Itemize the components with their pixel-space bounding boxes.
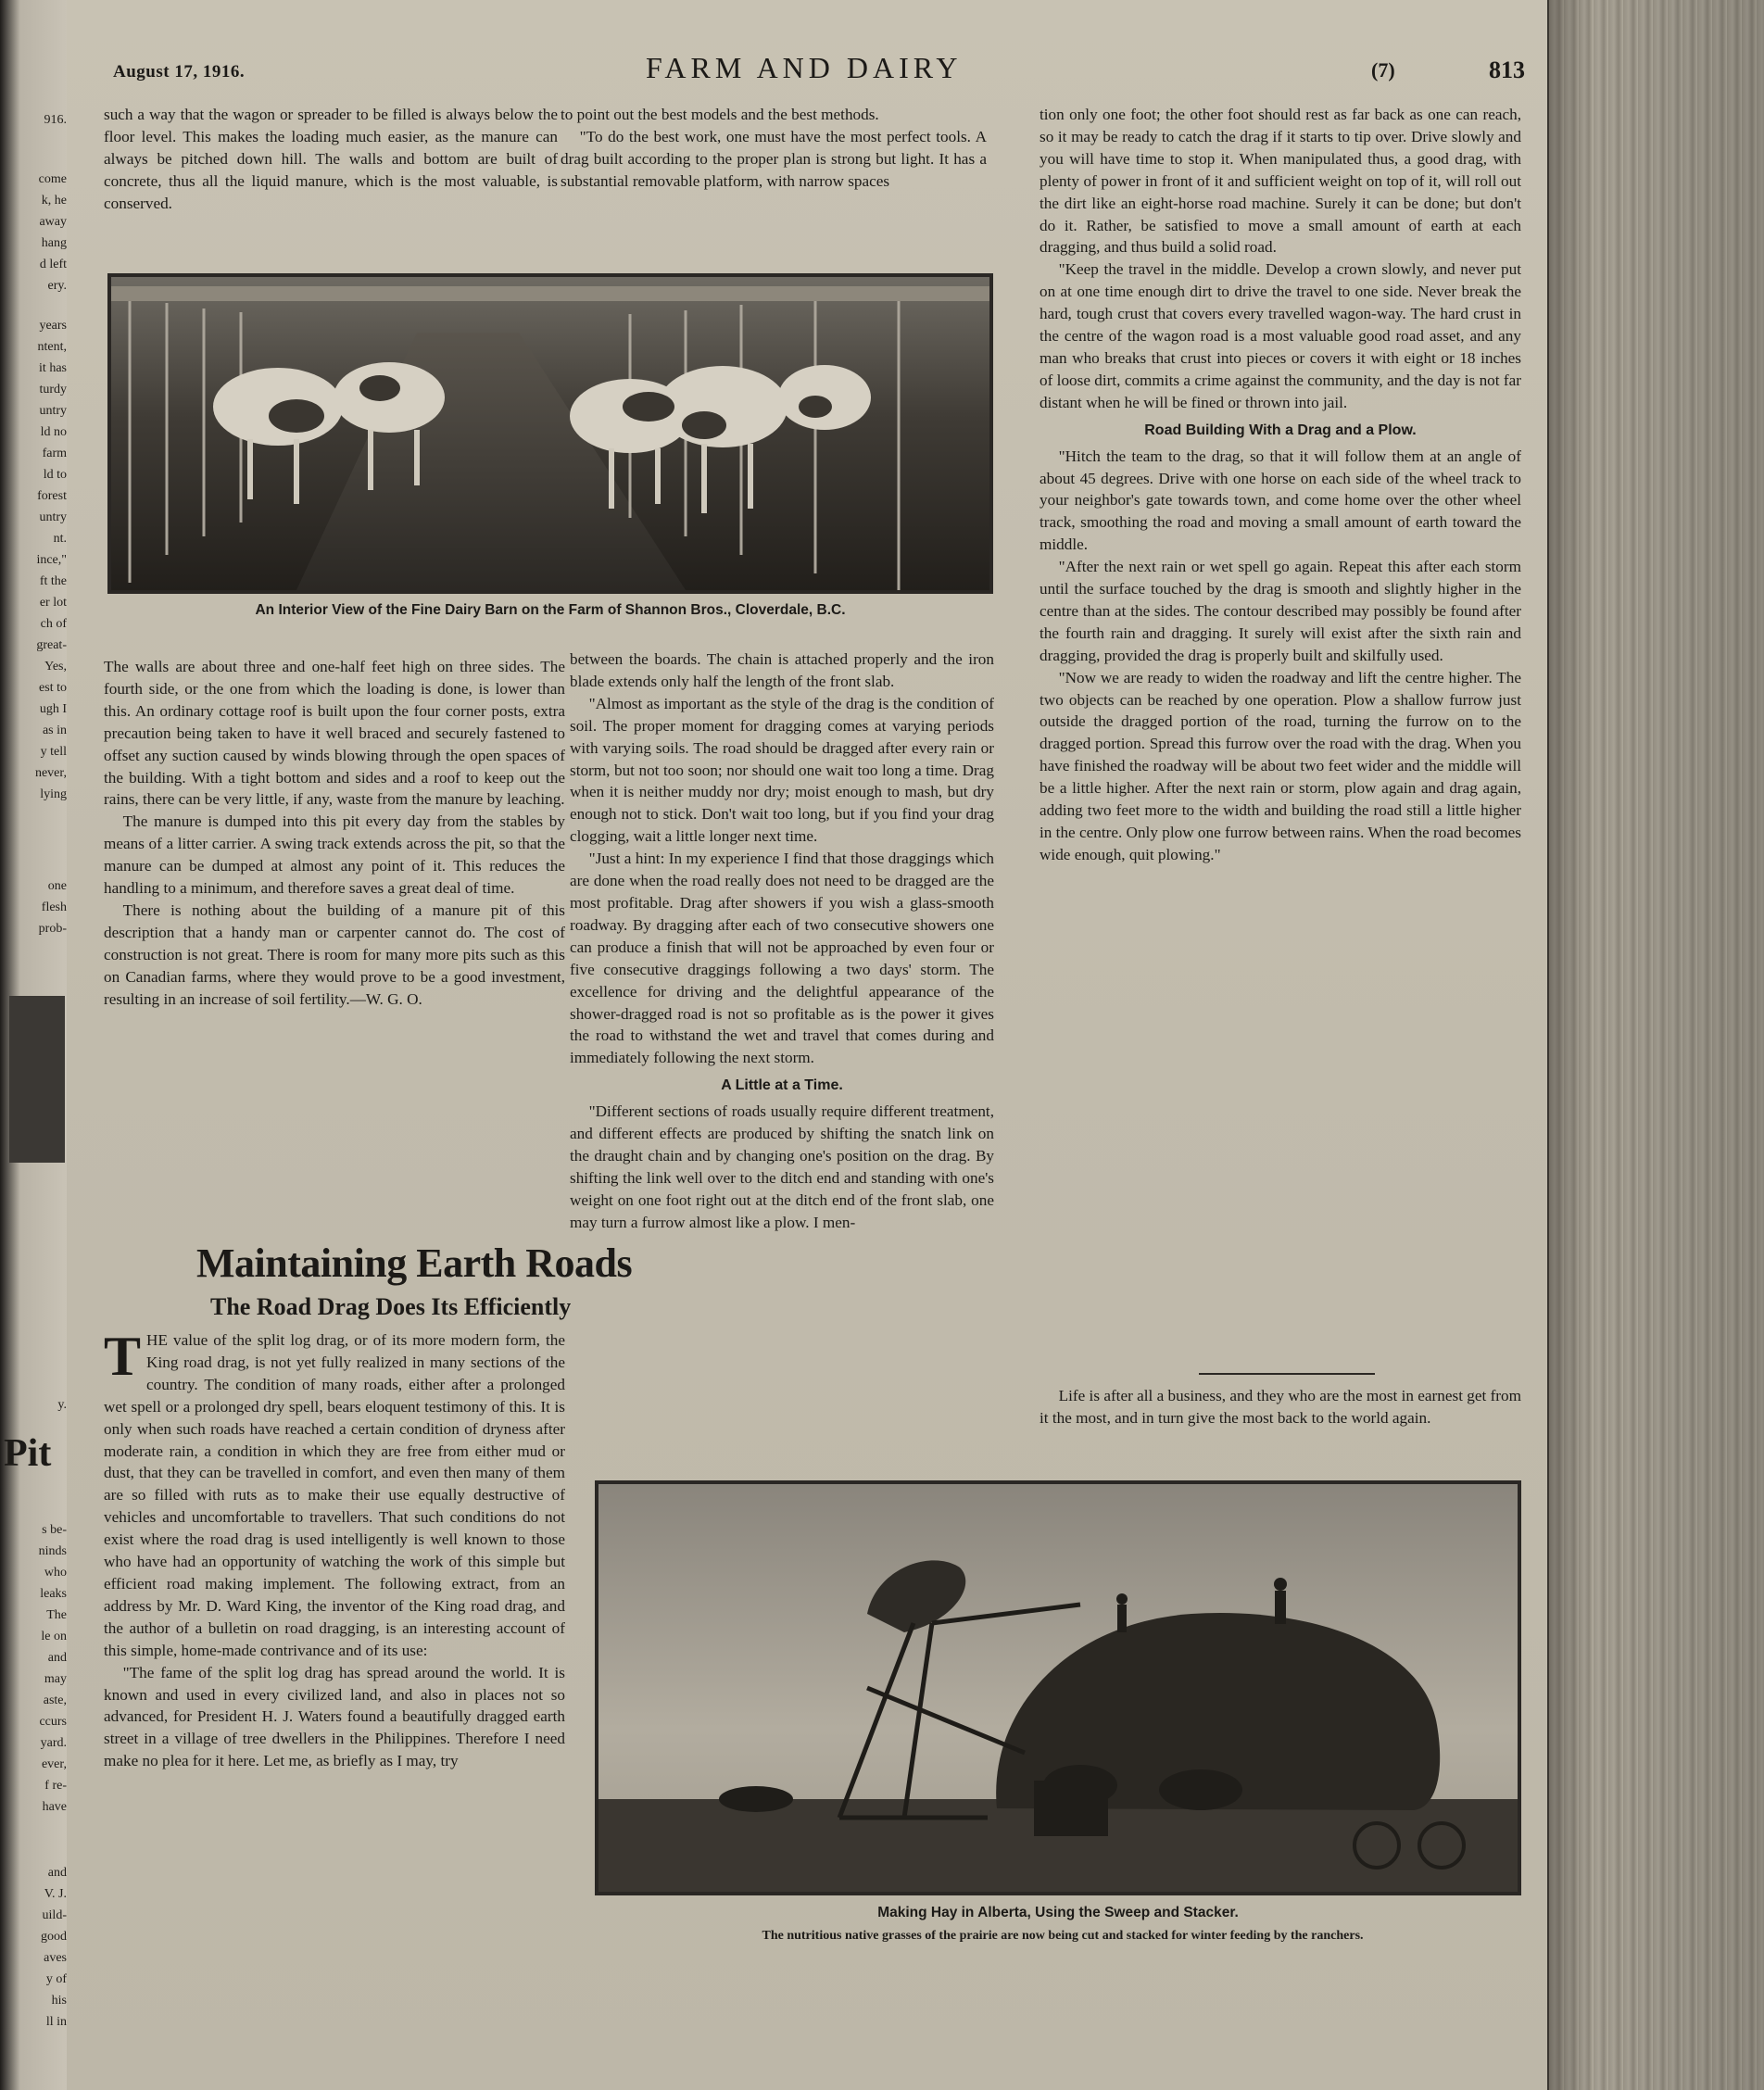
paragraph: Life is after all a business, and they who are the most in earnest get from it the most, and in turn give the most back to the world again. xyxy=(1040,1387,1521,1427)
paragraph: "Keep the travel in the middle. Develop a crown slowly, and never put on at one time enough dirt to drive the travel to one side. Never break the hard, tough crust that covers every travelled wagon-way. The hard crust in the centre of the wagon road is a most valuable good road asset, and any man who breaks that crust into pieces or covers it with eight or 18 inches of loose dirt, commits a crime against the community, and the day is not far distant when he will be fined or thrown into jail. xyxy=(1040,260,1521,411)
section-number: (7) xyxy=(1371,58,1395,82)
dairy-barn-image xyxy=(111,277,989,590)
margin-fragment: have xyxy=(42,1800,67,1814)
photo-subcaption: The nutritious native grasses of the prairie are now being cut and stacked for winter feeding by the ranchers. xyxy=(762,1929,1364,1943)
margin-fragment: s be- xyxy=(42,1523,67,1537)
newspaper-page xyxy=(67,0,1549,2090)
margin-fragment: never, xyxy=(34,766,67,780)
margin-fragment: prob- xyxy=(38,922,67,936)
margin-fragment: aves xyxy=(44,1951,67,1965)
margin-fragment: yard. xyxy=(40,1736,67,1750)
hay-stacker-image xyxy=(598,1484,1518,1892)
article-title: Maintaining Earth Roads xyxy=(196,1240,633,1286)
adjacent-photo xyxy=(9,996,65,1163)
margin-fragment: ccurs xyxy=(39,1715,67,1729)
margin-fragment: ever, xyxy=(41,1757,67,1771)
adjacent-heading: Pit xyxy=(4,1432,52,1475)
column-3-top xyxy=(1040,104,1521,866)
paragraph xyxy=(104,1326,565,1662)
margin-fragment: leaks xyxy=(40,1587,67,1601)
paragraph: to point out the best models and the best methods. xyxy=(561,106,879,123)
margin-fragment: ninds xyxy=(38,1544,67,1558)
margin-fragment: one xyxy=(47,879,67,893)
margin-fragment: and xyxy=(47,1866,67,1880)
margin-fragment: f re- xyxy=(44,1779,67,1793)
margin-fragment: away xyxy=(39,215,67,229)
page-number: 813 xyxy=(1489,57,1525,83)
book-binding-edge xyxy=(1549,0,1764,2090)
margin-fragment: Yes, xyxy=(44,660,67,674)
margin-fragment: good xyxy=(41,1930,67,1944)
paragraph: tion only one foot; the other foot should rest as far back as one can reach, so it may be ready to catch the drag if it starts to tip over. Drive slowly and you will have time to stop it. When manipulated thus, a good drag, with plenty of power in front of it and sufficient weight on top of it, will roll out the dirt like an eight-horse road machine. Surely it can be done; but don't do it. Rather, be satisfied to move a small amount of earth at each dragging, and thus build a solid road. xyxy=(1040,106,1521,257)
photo-caption: Making Hay in Alberta, Using the Sweep and Stacker. xyxy=(877,1905,1239,1920)
masthead-title: FARM AND DAIRY xyxy=(646,51,963,84)
margin-fragment: 916. xyxy=(44,113,67,127)
paragraph: "To do the best work, one must have the most perfect tools. A drag built according to the proper plan is strong but light. It has a substantial removable platform, with narrow spaces xyxy=(561,127,987,190)
hay-making-photo xyxy=(595,1480,1521,1895)
margin-fragment: years xyxy=(39,319,67,333)
margin-fragment: turdy xyxy=(39,383,67,397)
margin-fragment: aste, xyxy=(43,1693,67,1707)
paragraph: The manure is dumped into this pit every day from the stables by means of a litter carrier. A swing track extends across the pit, so that the manure can be dumped at almost any point of it. This reduces the handling to a minimum, and therefore saves a great deal of time. xyxy=(104,812,565,898)
margin-fragment: k, he xyxy=(41,194,67,208)
margin-fragment: and xyxy=(47,1651,67,1665)
divider-rule xyxy=(1199,1373,1375,1375)
column-3-closing xyxy=(1040,1385,1521,1429)
margin-fragment: lying xyxy=(40,787,67,801)
margin-fragment: ft the xyxy=(39,574,67,588)
margin-fragment: may xyxy=(44,1672,67,1686)
paragraph: "Now we are ready to widen the roadway and lift the centre higher. The two objects can be reached by one operation. Plow a shallow furrow just outside the dragged portion of the road, turning the furrow on to the dragged portion. Spread this furrow over the road with the drag. When you have finished the roadway will be about two feet wider and the middle will be a little higher. After the next rain or storm, plow again and drag again, adding two feet more to the width and building the road still a little higher in the centre. Only plow one furrow between rains. When the road becomes wide enough, quit plowing." xyxy=(1040,668,1521,863)
margin-fragment: V. J. xyxy=(44,1887,67,1901)
paragraph: "Almost as important as the style of the drag is the condition of soil. The proper moment for dragging comes at varying periods with varying soils. The road should be dragged after every rain or storm, but not too soon; nor should one wait too long a time. Drag when it is neither muddy nor dry; moist enough to mash, but dry enough not to stick. Don't wait too long, but if you find your drag clogging, wait a little longer next time. xyxy=(570,694,994,846)
margin-fragment: forest xyxy=(37,489,67,503)
margin-fragment: ll in xyxy=(45,2015,67,2029)
margin-fragment: le on xyxy=(41,1630,67,1643)
margin-fragment: great- xyxy=(36,638,67,652)
margin-fragment: it has xyxy=(39,361,67,375)
margin-fragment: come xyxy=(38,172,67,186)
margin-fragment: ery. xyxy=(47,279,67,293)
margin-fragment: nt. xyxy=(53,532,67,546)
article-body xyxy=(104,1326,565,1772)
margin-fragment: who xyxy=(44,1566,67,1580)
paragraph: "Just a hint: In my experience I find that those draggings which are done when the road really does not need to be dragged are the most profitable. Drag after showers if you wish a glass-smooth roadway. By dragging after each of two consecutive showers one can produce a finish that will not be approached by even four or five consecutive draggings following a two days' storm. The excellence for driving and the delightful appearance of the shower-dragged road is not so profitable as is the power it gives the road to withstand the wet and travel that comes during and immediately following the next storm. xyxy=(570,850,994,1067)
margin-fragment: ld no xyxy=(40,425,67,439)
margin-fragment: y of xyxy=(45,1972,67,1986)
subheading: Road Building With a Drag and a Plow. xyxy=(1144,422,1417,438)
column-2-middle xyxy=(570,648,994,1234)
column-1-top xyxy=(104,104,558,215)
margin-fragment: y tell xyxy=(40,745,67,759)
margin-fragment: er lot xyxy=(39,596,67,610)
paragraph: There is nothing about the building of a manure pit of this description that a handy man or carpenter cannot do. The cost of construction is not great. There is room for many more pits such as this on Canadian farms, where they would prove to be a good investment, resulting in an increase of soil fertility.—W. G. O. xyxy=(104,900,565,1008)
margin-fragment: ugh I xyxy=(39,702,67,716)
paragraph: The walls are about three and one-half feet high on three sides. The fourth side, or the one from which the loading is done, is lower than this. An ordinary cottage roof is built upon the four corner posts, extra precaution being taken to have it well braced and securely fastened to offset any suction caused by winds blowing through the open spaces of the building. With a tight bottom and sides and a roof to keep out the rains, there can be very little, if any, waste from the manure by leaching. xyxy=(104,658,565,809)
margin-fragment: as in xyxy=(42,724,67,737)
paragraph: "Hitch the team to the drag, so that it will follow them at an angle of about 45 degrees. Drive with one horse on each side of the wheel track to your neighbor's gate towards town, and come home over the other wheel track, smoothing the road and moving a small amount of earth toward the middle. xyxy=(1040,447,1521,554)
margin-fragment: farm xyxy=(42,447,67,460)
margin-fragment: ld to xyxy=(43,468,67,482)
margin-fragment: est to xyxy=(39,681,67,695)
paragraph-text: HE value of the split log drag, or of its more modern form, the King road drag, is not yet fully realized in many sections of the country. The condition of many roads, either after a prolonged wet spell or a prolonged dry spell, bears eloquent testimony of this. It is only when such roads have reached a certain condition of dryness after moderate rain, a condition in which they are free from either mud or dust, that they can be travelled in comfort, and even then many of them are so filled with ruts as to make their use equally destructive of vehicles and uncomfortable to travellers. That such conditions do not exist where the road drag is used intelligently is well known to those who have had an opportunity of watching the work of this simple but efficient road making implement. The following extract, from an address by Mr. D. Ward King, the inventor of the King road drag, and the author of a bulletin on road dragging, is an interesting account of this simple, home-made contrivance and of its use: xyxy=(104,1331,565,1659)
column-1-middle xyxy=(104,656,565,1011)
margin-fragment: ch of xyxy=(40,617,67,631)
column-2-top xyxy=(561,104,987,193)
margin-fragment: uild- xyxy=(42,1908,67,1922)
margin-fragment: untry xyxy=(39,510,67,524)
adjacent-page-edge xyxy=(0,0,67,2090)
margin-fragment: ince," xyxy=(36,553,67,567)
margin-fragment: untry xyxy=(39,404,67,418)
subheading: A Little at a Time. xyxy=(721,1077,843,1094)
paragraph: "Different sections of roads usually require different treatment, and different effects are produced by shifting the snatch link on the draught chain and by changing one's position on the drag. By shifting the link well over to the ditch end and standing with one's weight on one foot right out at the ditch end of the front slab, one may turn a furrow almost like a plow. I men- xyxy=(570,1102,994,1231)
margin-fragment: hang xyxy=(41,236,67,250)
paragraph: between the boards. The chain is attached properly and the iron blade extends only half the length of the front slab. xyxy=(570,650,994,690)
paragraph: such a way that the wagon or spreader to be filled is always below the floor level. This makes the loading much easier, as the manure can always be pitched down hill. The walls and bottom are built of concrete, thus all the liquid manure, which is the most valuable, is conserved. xyxy=(104,106,558,212)
paragraph: "The fame of the split log drag has spread around the world. It is known and used in every civilized land, and also in places not so advanced, for President H. J. Waters found a beautifully dragged earth street in a village of tree dwellers in the Philippines. Therefore I need make no plea for it here. Let me, as briefly as I may, try xyxy=(104,1663,565,1770)
margin-fragment: flesh xyxy=(41,900,67,914)
photo-caption: An Interior View of the Fine Dairy Barn on the Farm of Shannon Bros., Cloverdale, B.C. xyxy=(255,602,846,618)
page-header xyxy=(113,51,1525,88)
article-subtitle: The Road Drag Does Its Efficiently xyxy=(210,1293,572,1320)
margin-fragment: The xyxy=(46,1608,67,1622)
dairy-barn-photo xyxy=(107,273,993,594)
margin-fragment: ntent, xyxy=(37,340,67,354)
paragraph: "After the next rain or wet spell go again. Repeat this after each storm until the surface touched by the drag is smooth and slightly higher in the centre than at the sides. The contour described may possibly be found after the fourth rain and dragging. It surely will exist after the sixth rain and dragging, provided the drag is properly built and skilfully used. xyxy=(1040,558,1521,664)
margin-fragment: y. xyxy=(57,1398,67,1412)
margin-fragment: his xyxy=(51,1994,67,2008)
issue-date: August 17, 1916. xyxy=(113,62,246,82)
margin-fragment: d left xyxy=(39,258,67,271)
drop-cap: T xyxy=(104,1326,142,1387)
